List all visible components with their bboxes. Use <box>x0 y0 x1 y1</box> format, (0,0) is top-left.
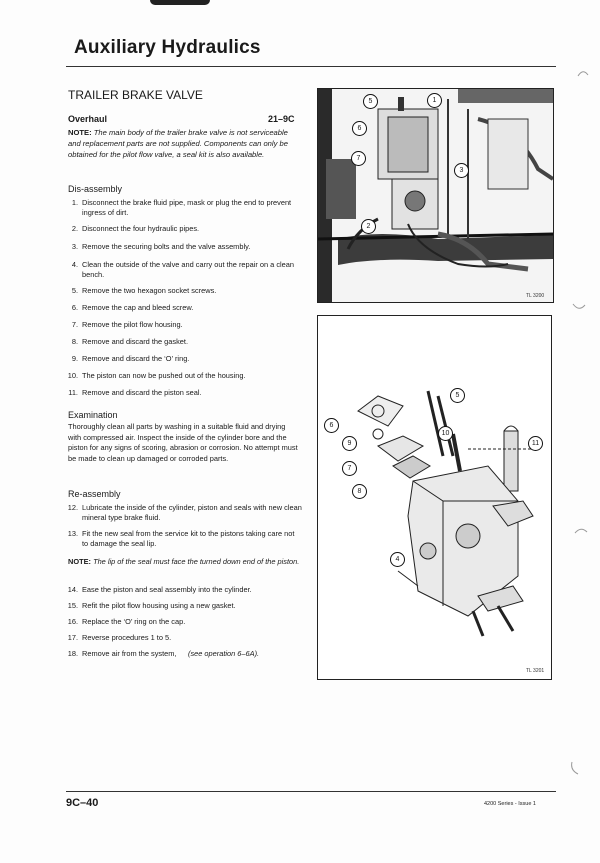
operation-number: 21–9C <box>268 114 295 124</box>
step-text: Remove the pilot flow housing. <box>82 320 183 329</box>
note2-lead: NOTE: <box>68 557 91 566</box>
examination-heading: Examination <box>68 410 118 420</box>
disassembly-heading: Dis-assembly <box>68 184 123 194</box>
section-title: TRAILER BRAKE VALVE <box>68 88 203 102</box>
reassembly-heading: Re-assembly <box>68 489 121 499</box>
punch-hole-mark <box>568 758 586 776</box>
callout-number: 1 <box>427 93 442 108</box>
page-title: Auxiliary Hydraulics <box>74 37 261 58</box>
valve-exploded-illustration <box>318 316 551 679</box>
callout-number: 6 <box>352 121 367 136</box>
figure-valve-installed <box>317 88 554 303</box>
figure-ref-top: TL 3200 <box>526 293 545 299</box>
page-number: 9C–40 <box>66 797 99 809</box>
examination-text: Thoroughly clean all parts by washing in a suitable fluid and drying with compressed air. Inspect the inside of the cylinder bore and the piston for any signs of scoring, abrasion or corrosion. No attempt must be made to clean up damaged or corroded parts. <box>68 422 298 463</box>
step-text: Remove the cap and bleed screw. <box>82 303 194 312</box>
figure-valve-exploded <box>317 315 552 680</box>
operation-reference: (see operation 6–6A). <box>188 649 260 658</box>
step-text: Refit the pilot flow housing using a new gasket. <box>82 601 236 610</box>
step-text: Ease the piston and seal assembly into the cylinder. <box>82 585 252 594</box>
punch-hole-mark <box>570 296 588 314</box>
step-text: Fit the new seal from the service kit to the pistons taking care not to damage the seal lip. <box>82 529 295 548</box>
step-number: 8. <box>71 337 78 346</box>
step-number: 14. <box>67 585 78 594</box>
step-text: Remove the securing bolts and the valve assembly. <box>82 242 251 251</box>
callout-number: 8 <box>352 484 367 499</box>
binder-tab-mark <box>150 0 210 5</box>
callout-number: 5 <box>363 94 378 109</box>
step-number: 11. <box>68 388 78 397</box>
step-number: 13. <box>67 529 78 538</box>
note-lead: NOTE: <box>68 128 92 137</box>
footer-rule <box>66 791 556 792</box>
step-text: Disconnect the brake fluid pipe, mask or plug the end to prevent ingress of dirt. <box>82 198 292 217</box>
punch-hole-mark <box>572 524 590 542</box>
callout-number: 11 <box>528 436 543 451</box>
step-number: 12. <box>67 503 78 512</box>
step-text: Remove and discard the ‘O’ ring. <box>82 354 190 363</box>
callout-number: 5 <box>450 388 465 403</box>
figure-ref-bottom: TL 3201 <box>526 668 545 674</box>
note-seal-lip <box>68 557 300 568</box>
title-rule <box>66 66 556 67</box>
callout-number: 2 <box>361 219 376 234</box>
step-text: Replace the ‘O’ ring on the cap. <box>82 617 186 626</box>
step-text: Remove and discard the gasket. <box>82 337 188 346</box>
step-text: Disconnect the four hydraulic pipes. <box>82 224 200 233</box>
valve-installed-illustration <box>318 89 553 302</box>
note2-text: The lip of the seal must face the turned down end of the piston. <box>93 557 300 566</box>
step-text: Remove air from the system, <box>82 649 177 658</box>
step-number: 18. <box>67 649 78 658</box>
callout-number: 9 <box>342 436 357 451</box>
step-number: 1. <box>71 198 78 207</box>
step-number: 7. <box>71 320 78 329</box>
step-number: 10. <box>67 371 78 380</box>
series-issue: 4200 Series - Issue 1 <box>484 801 536 807</box>
step-number: 15. <box>67 601 78 610</box>
step-number: 6. <box>71 303 78 312</box>
callout-number: 6 <box>324 418 339 433</box>
step-number: 2. <box>71 224 78 233</box>
step-text: Clean the outside of the valve and carry out the repair on a clean bench. <box>82 260 294 279</box>
callout-number: 7 <box>351 151 366 166</box>
note-serviceability <box>68 127 300 160</box>
step-number: 16. <box>67 617 78 626</box>
step-number: 5. <box>71 286 78 295</box>
step-number: 4. <box>71 260 78 269</box>
step-text: Lubricate the inside of the cylinder, piston and seals with new clean mineral type brake fluid. <box>82 503 302 522</box>
note-text: The main body of the trailer brake valve is not serviceable and replacement parts are not supplied. Components can only be obtained for the pilot flow valve, a seal kit is also available. <box>68 128 288 159</box>
overhaul-heading: Overhaul <box>68 114 108 124</box>
step-text: The piston can now be pushed out of the housing. <box>82 371 246 380</box>
punch-hole-mark <box>574 66 592 84</box>
step-number: 3. <box>71 242 78 251</box>
callout-number: 3 <box>454 163 469 178</box>
callout-number: 10 <box>438 426 453 441</box>
step-number: 9. <box>71 354 78 363</box>
step-number: 17. <box>67 633 78 642</box>
callout-number: 7 <box>342 461 357 476</box>
step-text: Remove and discard the piston seal. <box>82 388 202 397</box>
step-text: Reverse procedures 1 to 5. <box>82 633 172 642</box>
callout-number: 4 <box>390 552 405 567</box>
step-text: Remove the two hexagon socket screws. <box>82 286 217 295</box>
